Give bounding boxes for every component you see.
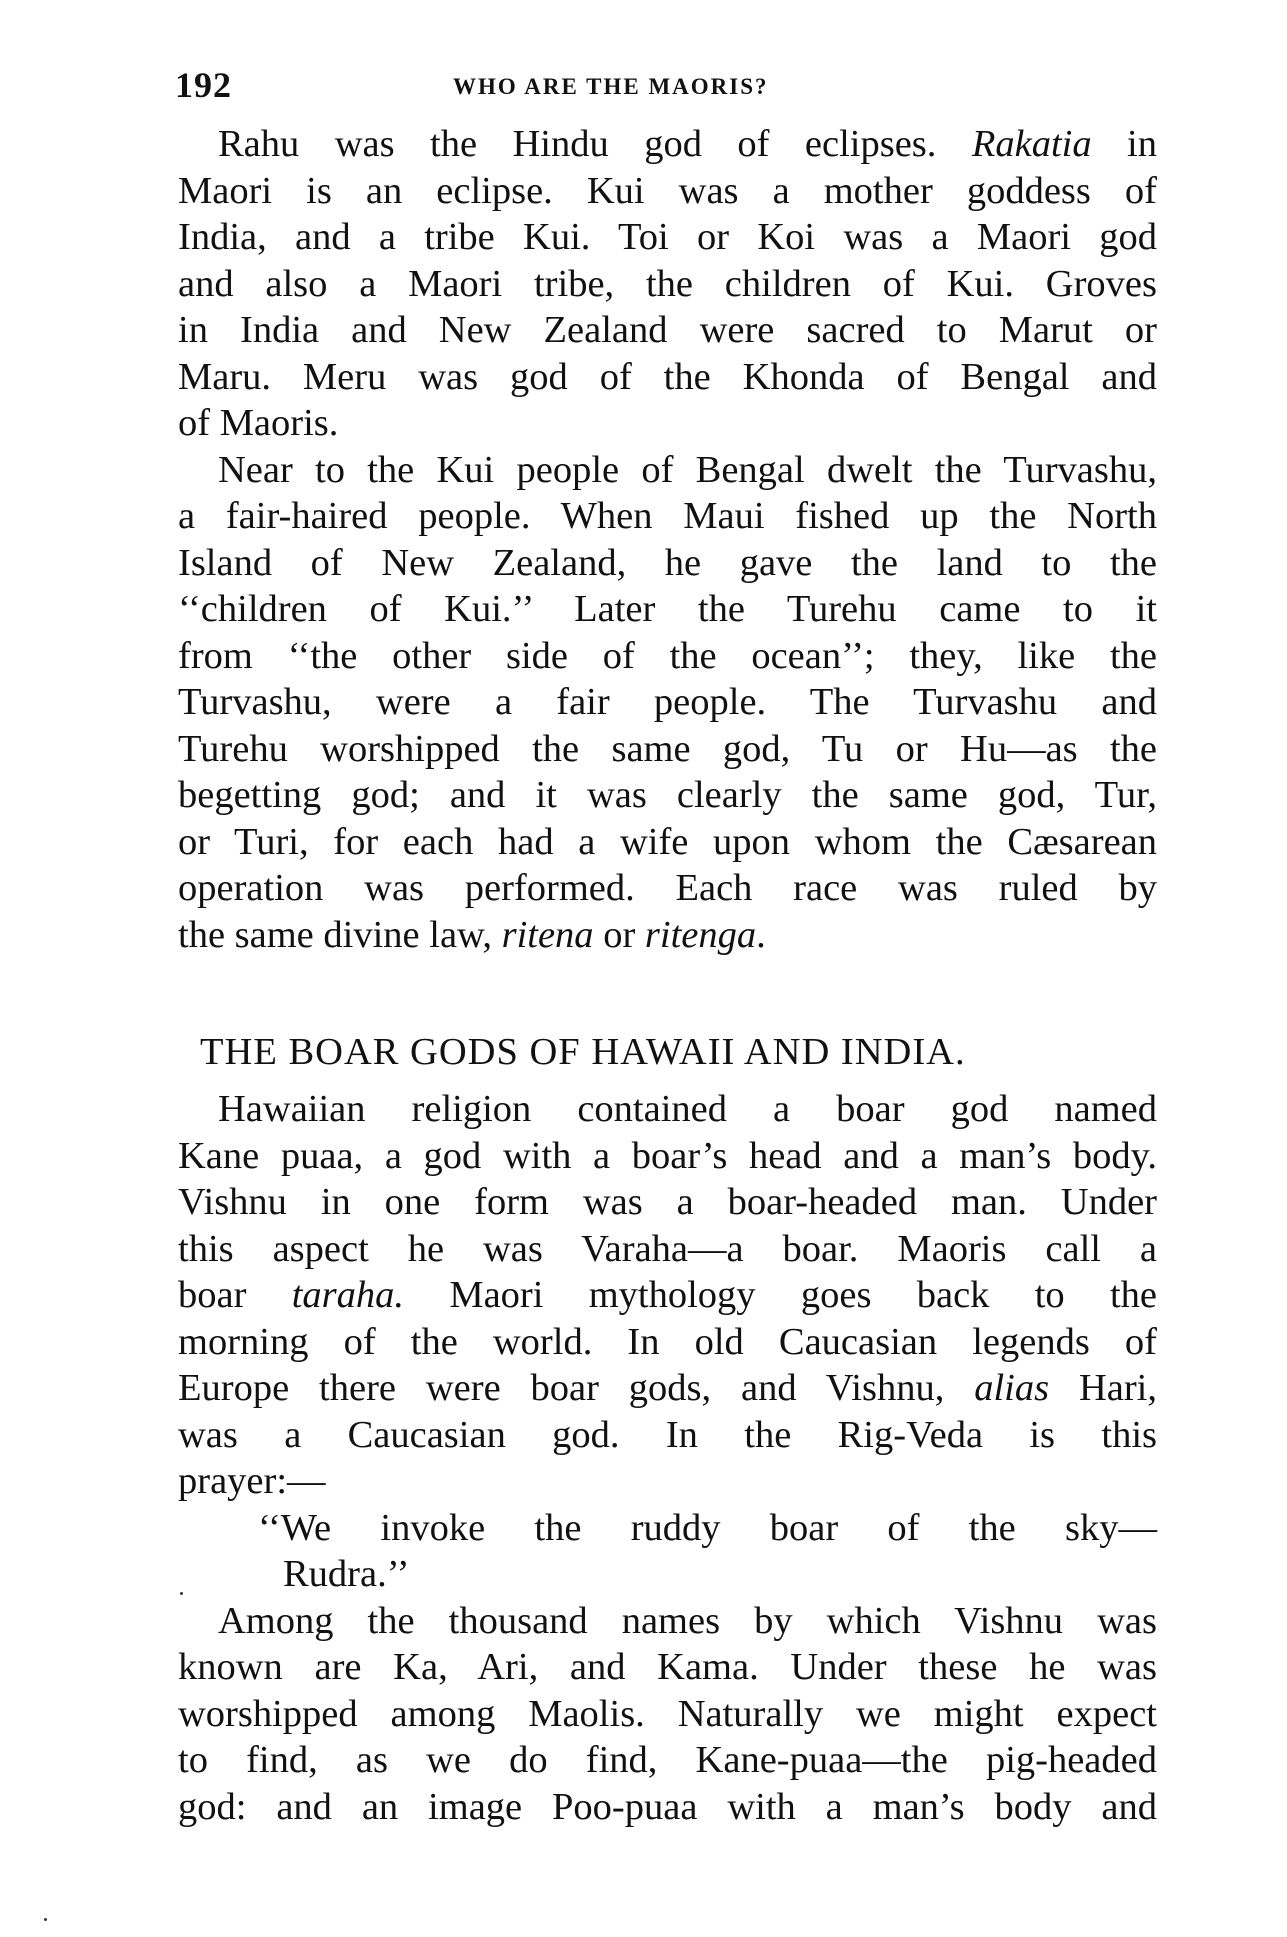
- text-line: was a Caucasian god. In the Rig-Veda is this: [178, 1413, 1157, 1456]
- text-line: of Maoris.: [178, 402, 339, 444]
- body-text-top: [178, 121, 1157, 958]
- text-line: Maru. Meru was god of the Khonda of Bengal and: [178, 355, 1157, 398]
- text-line: god: and an image Poo-puaa with a man’s body and: [178, 1785, 1157, 1828]
- text-line: begetting god; and it was clearly the same god, Tur,: [178, 774, 1157, 816]
- italic-term: alias: [974, 1367, 1050, 1409]
- text-run: boar: [178, 1274, 292, 1316]
- text-line: or Turi, for each had a wife upon whom the Cæsarean: [178, 820, 1157, 863]
- page-number: 192: [175, 65, 232, 105]
- text-run: Hari,: [1049, 1367, 1157, 1409]
- text-line: Hawaiian religion contained a boar god named: [218, 1088, 1157, 1130]
- text-run: .: [756, 913, 766, 956]
- text-line: to find, as we do find, Kane-puaa—the pig-headed: [178, 1739, 1157, 1781]
- text-line: morning of the world. In old Caucasian legends of: [178, 1320, 1157, 1363]
- text-run: Maori mythology goes back to the: [404, 1274, 1157, 1316]
- italic-term: ritenga: [644, 913, 757, 956]
- text-line: Turehu worshipped the same god, Tu or Hu—as the: [178, 727, 1157, 770]
- text-line: this aspect he was Varaha—a boar. Maoris call a: [178, 1227, 1157, 1270]
- italic-term: ritena: [501, 913, 594, 956]
- text-line: worshipped among Maolis. Naturally we might expect: [178, 1692, 1157, 1735]
- text-line: [178, 912, 1157, 959]
- text-line: Among the thousand names by which Vishnu was: [218, 1599, 1157, 1642]
- text-line: India, and a tribe Kui. Toi or Koi was a Maori god: [178, 216, 1157, 258]
- print-speck: [180, 1592, 183, 1595]
- text-run: in: [1091, 123, 1157, 165]
- text-line: from ‘‘the other side of the ocean’’; they, like the: [178, 634, 1157, 677]
- text-line: known are Ka, Ari, and Kama. Under these he was: [178, 1646, 1157, 1688]
- text-line: [178, 121, 1157, 168]
- running-head: [175, 64, 1160, 108]
- text-line: [178, 1272, 1157, 1319]
- text-line: a fair-haired people. When Maui fished up the North: [178, 495, 1157, 537]
- print-speck: [44, 1918, 47, 1921]
- text-run: Europe there were boar gods, and Vishnu,: [178, 1367, 975, 1409]
- text-line: ‘‘children of Kui.’’ Later the Turehu came to it: [178, 588, 1157, 630]
- text-line: Near to the Kui people of Bengal dwelt the Turvashu,: [218, 448, 1157, 491]
- italic-term: Rakatia: [971, 123, 1092, 165]
- text-line: [178, 1365, 1157, 1412]
- text-run: the same divine law,: [178, 913, 502, 956]
- text-run: Rahu was the Hindu god of eclipses.: [218, 123, 972, 165]
- section-heading: THE BOAR GODS OF HAWAII AND INDIA.: [200, 1031, 966, 1073]
- text-line: Vishnu in one form was a boar-headed man. Under: [178, 1181, 1157, 1223]
- text-line: Island of New Zealand, he gave the land to the: [178, 541, 1157, 584]
- quote-line: ‘‘We invoke the ruddy boar of the sky—: [258, 1506, 1157, 1549]
- text-line: prayer:—: [178, 1460, 326, 1502]
- body-text-bottom: [178, 1086, 1157, 1830]
- text-line: operation was performed. Each race was ruled by: [178, 867, 1157, 909]
- italic-term: taraha.: [291, 1274, 405, 1316]
- text-line: and also a Maori tribe, the children of Kui. Groves: [178, 262, 1157, 305]
- text-line: Turvashu, were a fair people. The Turvashu and: [178, 681, 1157, 723]
- quote-line: Rudra.’’: [283, 1553, 410, 1595]
- text-line: in India and New Zealand were sacred to Marut or: [178, 309, 1157, 351]
- running-title: WHO ARE THE MAORIS?: [453, 74, 769, 99]
- text-line: Kane puaa, a god with a boar’s head and a man’s body.: [178, 1134, 1157, 1177]
- text-line: Maori is an eclipse. Kui was a mother goddess of: [178, 169, 1157, 212]
- text-run: or: [593, 913, 645, 956]
